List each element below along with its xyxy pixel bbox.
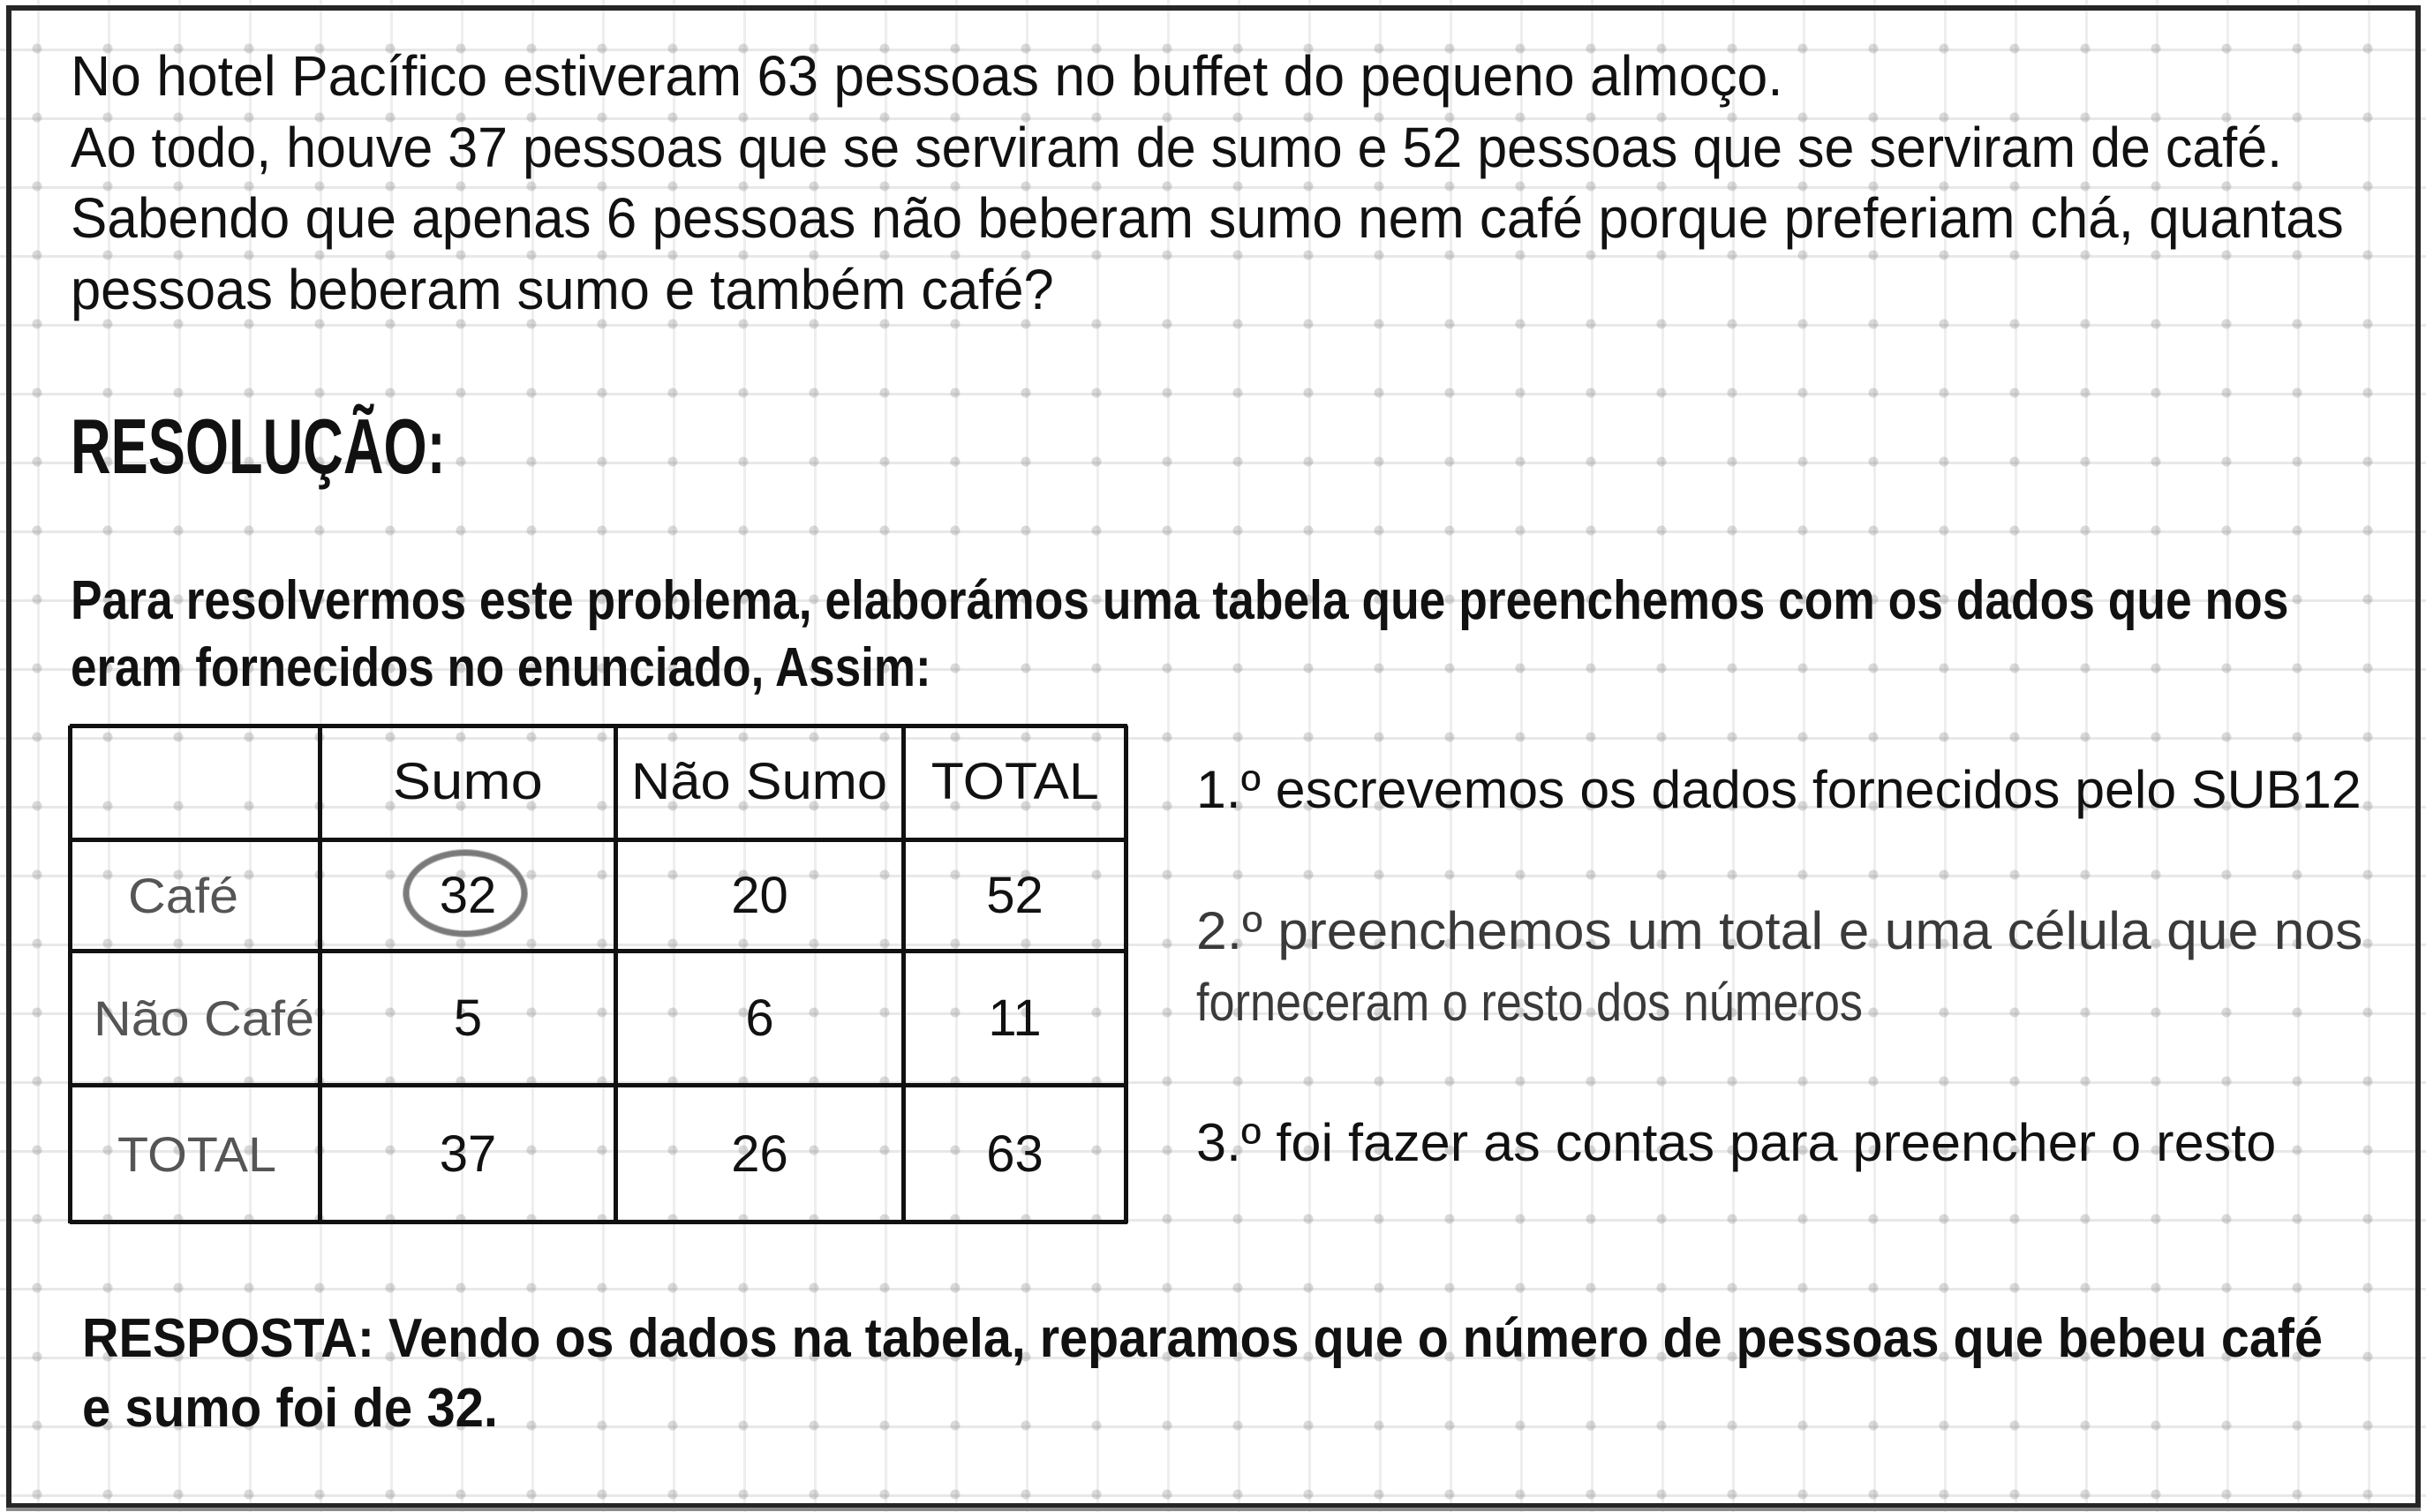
intro-line: eram fornecidos no enunciado, Assim: — [71, 637, 931, 698]
resolution-heading: RESOLUÇÃO: — [71, 402, 446, 490]
column-header-total: TOTAL — [930, 753, 1099, 810]
highlight-circle-icon — [403, 850, 527, 937]
column-header-sumo: Sumo — [392, 753, 543, 810]
step-1: 1.º escrevemos os dados fornecidos pelo SUB12 — [1196, 760, 2362, 819]
cell-total-sumo: 37 — [439, 1125, 497, 1183]
cell-total-nao-sumo: 26 — [731, 1125, 788, 1183]
cell-cafe-nao-sumo: 20 — [731, 867, 788, 924]
row-header-total: TOTAL — [117, 1125, 276, 1182]
column-header-nao-sumo: Não Sumo — [631, 753, 888, 810]
step-2-line: forneceram o resto dos números — [1196, 973, 1864, 1032]
table-border-right — [1124, 726, 1128, 1223]
answer-line: e sumo foi de 32. — [82, 1378, 499, 1439]
step-3: 3.º foi fazer as contas para preencher o resto — [1196, 1113, 2277, 1172]
cell-cafe-sumo: 32 — [439, 867, 497, 924]
table-border-bottom — [70, 1220, 1127, 1224]
problem-line: pessoas beberam sumo e também café? — [71, 258, 1054, 321]
answer-line: RESPOSTA: Vendo os dados na tabela, reparamos que o número de pessoas que bebeu café — [82, 1308, 2323, 1369]
step-2-line: 2.º preenchemos um total e uma célula que nos — [1196, 901, 2363, 960]
problem-line: Sabendo que apenas 6 pessoas não beberam sumo nem café porque preferiam chá, quantas — [71, 186, 2344, 250]
contingency-table — [70, 726, 1126, 1222]
problem-line: Ao todo, houve 37 pessoas que se serviram de sumo e 52 pessoas que se serviram de café. — [71, 116, 2283, 179]
problem-line: No hotel Pacífico estiveram 63 pessoas no buffet do pequeno almoço. — [71, 44, 1783, 108]
cell-nao-cafe-nao-sumo: 6 — [745, 989, 774, 1047]
intro-line: Para resolvermos este problema, elaborámos uma tabela que preenchemos com os dados que nos — [71, 570, 2289, 631]
cell-total-total: 63 — [986, 1125, 1043, 1183]
cell-nao-cafe-total: 11 — [988, 989, 1042, 1047]
row-header-nao-cafe: Não Café — [94, 990, 314, 1046]
cell-cafe-total: 52 — [986, 867, 1043, 924]
row-header-cafe: Café — [128, 868, 238, 923]
cell-nao-cafe-sumo: 5 — [453, 989, 483, 1047]
